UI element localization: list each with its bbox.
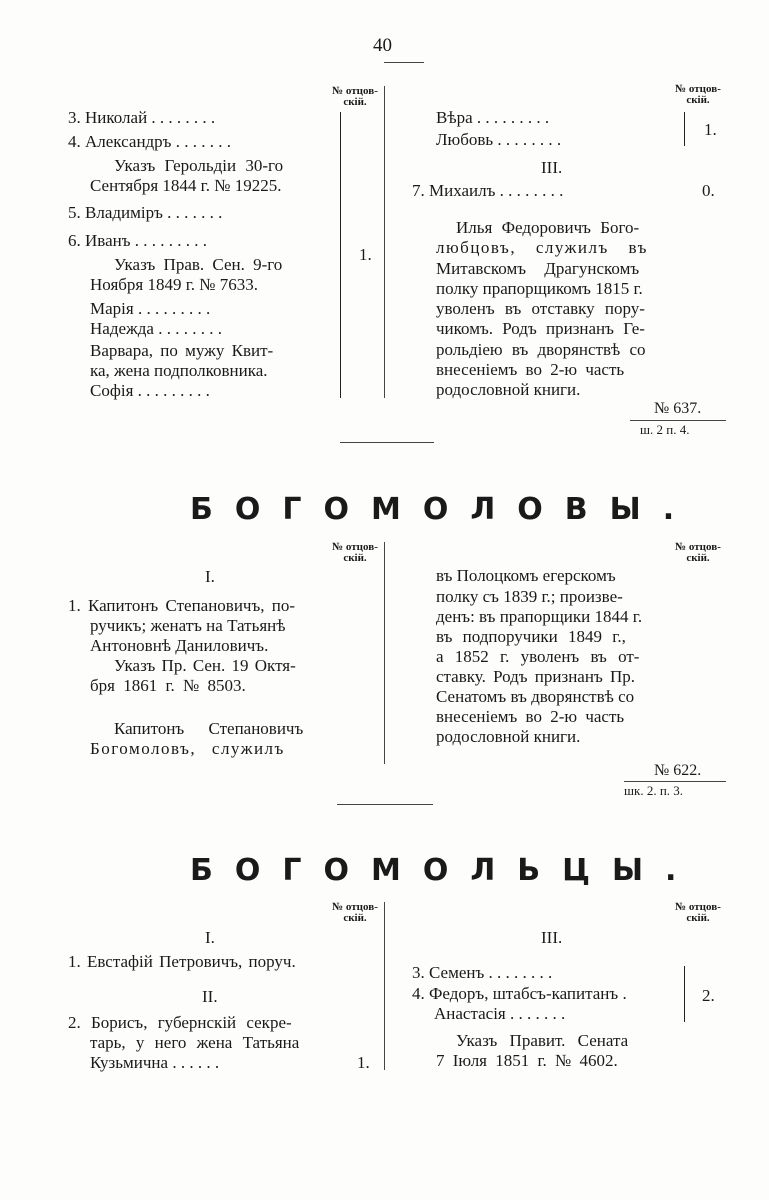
paragraph-line: полку прапорщикомъ 1815 г. (436, 279, 643, 298)
entry-ivan: 6. Иванъ . . . . . . . . . (68, 231, 208, 250)
father-number: 1. (357, 1053, 370, 1072)
entry-kapiton-cont: ручикъ; женатъ на Татьянѣ (90, 616, 286, 635)
column-header: № отцов-скій. (675, 83, 721, 106)
entry-sofia: Софія . . . . . . . . . (90, 381, 210, 400)
bracket (338, 112, 341, 398)
paragraph-line: въ подпоручики 1849 г., (436, 627, 626, 646)
family-heading: БОГОМОЛЬЦЫ. (190, 853, 699, 888)
paragraph-line: денъ: въ прапорщики 1844 г. (436, 607, 643, 626)
ref-rule (630, 420, 726, 421)
paragraph-line: внесеніемъ во 2-ю часть (436, 707, 625, 726)
decree-text: Указъ Прав. Сен. 9-го (114, 255, 283, 274)
entry-lyubov: Любовь . . . . . . . . (436, 130, 562, 149)
column-header: № отцов-скій. (332, 85, 378, 108)
column-divider (384, 902, 385, 1070)
paragraph-line: ставку. Родъ признанъ Пр. (436, 667, 636, 686)
record-number: № 637. (654, 400, 702, 417)
paragraph-line: Богомоловъ, служилъ (90, 739, 285, 758)
entry-boris-cont: тарь, у него жена Татьяна (90, 1033, 300, 1052)
generation-heading: III. (541, 928, 563, 947)
paragraph-line: чикомъ. Родъ признанъ Ге- (436, 319, 645, 338)
entry-anastasia: Анастасія . . . . . . . (434, 1004, 566, 1023)
entry-maria: Марія . . . . . . . . . (90, 299, 211, 318)
entry-fedor: 4. Федоръ, штабсъ-капитанъ . (412, 984, 627, 1003)
paragraph-line: родословной книги. (436, 380, 581, 399)
entry-nadezhda: Надежда . . . . . . . . (90, 319, 222, 338)
father-number: 2. (702, 986, 715, 1005)
entry-boris-cont: Кузьмична . . . . . . (90, 1053, 220, 1072)
paragraph-line: внесеніемъ во 2-ю часть (436, 360, 625, 379)
ref-rule (624, 781, 726, 782)
header-rule (384, 62, 424, 63)
father-number: 1. (704, 120, 717, 139)
paragraph-line: любцовъ, служилъ въ (436, 238, 648, 257)
entry-mikhail: 7. Михаилъ . . . . . . . . (412, 181, 564, 200)
paragraph-line: рольдіею въ дворянствѣ со (436, 340, 646, 359)
decree-text: Указъ Правит. Сената (456, 1031, 629, 1050)
entry-kapiton-cont: Антоновнѣ Даниловичъ. (90, 636, 269, 655)
paragraph-line: полку съ 1839 г.; произве- (436, 587, 623, 606)
generation-heading: I. (205, 567, 215, 586)
paragraph-line: Сенатомъ въ дворянствѣ со (436, 687, 635, 706)
paragraph-line: въ Полоцкомъ егерскомъ (436, 566, 616, 585)
column-divider (384, 542, 385, 764)
father-number: 1. (359, 245, 372, 264)
paragraph-line: уволенъ въ отставку пору- (436, 299, 645, 318)
shelf-location: ш. 2 п. 4. (640, 422, 690, 437)
paragraph-line: Илья Федоровичъ Бого- (456, 218, 640, 237)
shelf-location: шк. 2. п. 3. (624, 783, 684, 798)
entry-alexandr: 4. Александръ . . . . . . . (68, 132, 231, 151)
bracket (682, 966, 685, 1022)
entry-varvara-cont: ка, жена подполковника. (90, 361, 268, 380)
generation-heading: II. (202, 987, 218, 1006)
entry-varvara: Варвара, по мужу Квит- (90, 341, 274, 360)
entry-kapiton: 1. Капитонъ Степановичъ, по- (68, 596, 296, 615)
section-divider (340, 442, 434, 443)
entry-vladimir: 5. Владиміръ . . . . . . . (68, 203, 223, 222)
entry-evstafiy: 1. Евстафій Петровичъ, поруч. (68, 952, 296, 971)
generation-heading: III. (541, 158, 563, 177)
bracket (682, 112, 685, 146)
decree-text: Указъ Герольдіи 30-го (114, 156, 284, 175)
column-header: № отцов-скій. (332, 541, 378, 564)
entry-semen: 3. Семенъ . . . . . . . . (412, 963, 553, 982)
generation-heading: I. (205, 928, 215, 947)
column-header: № отцов-скій. (675, 901, 721, 924)
column-header: № отцов-скій. (332, 901, 378, 924)
decree-text: Указъ Пр. Сен. 19 Октя- (114, 656, 296, 675)
entry-nikolai: 3. Николай . . . . . . . . (68, 108, 216, 127)
father-number: 0. (702, 181, 715, 200)
column-divider (384, 86, 385, 398)
entry-boris: 2. Борисъ, губернскій секре- (68, 1013, 292, 1032)
entry-vera: Вѣра . . . . . . . . . (436, 108, 550, 127)
paragraph-line: Капитонъ Степановичъ (114, 719, 304, 738)
decree-text: Сентября 1844 г. № 19225. (90, 176, 282, 195)
decree-text: бря 1861 г. № 8503. (90, 676, 246, 695)
paragraph-line: а 1852 г. уволенъ въ от- (436, 647, 640, 666)
paragraph-line: Митавскомъ Драгунскомъ (436, 259, 640, 278)
page-number: 40 (373, 35, 392, 56)
column-header: № отцов-скій. (675, 541, 721, 564)
decree-text: Ноября 1849 г. № 7633. (90, 275, 259, 294)
section-divider (337, 804, 433, 805)
paragraph-line: родословной книги. (436, 727, 581, 746)
decree-text: 7 Іюля 1851 г. № 4602. (436, 1051, 618, 1070)
family-heading: БОГОМОЛОВЫ. (190, 492, 697, 527)
record-number: № 622. (654, 762, 702, 779)
